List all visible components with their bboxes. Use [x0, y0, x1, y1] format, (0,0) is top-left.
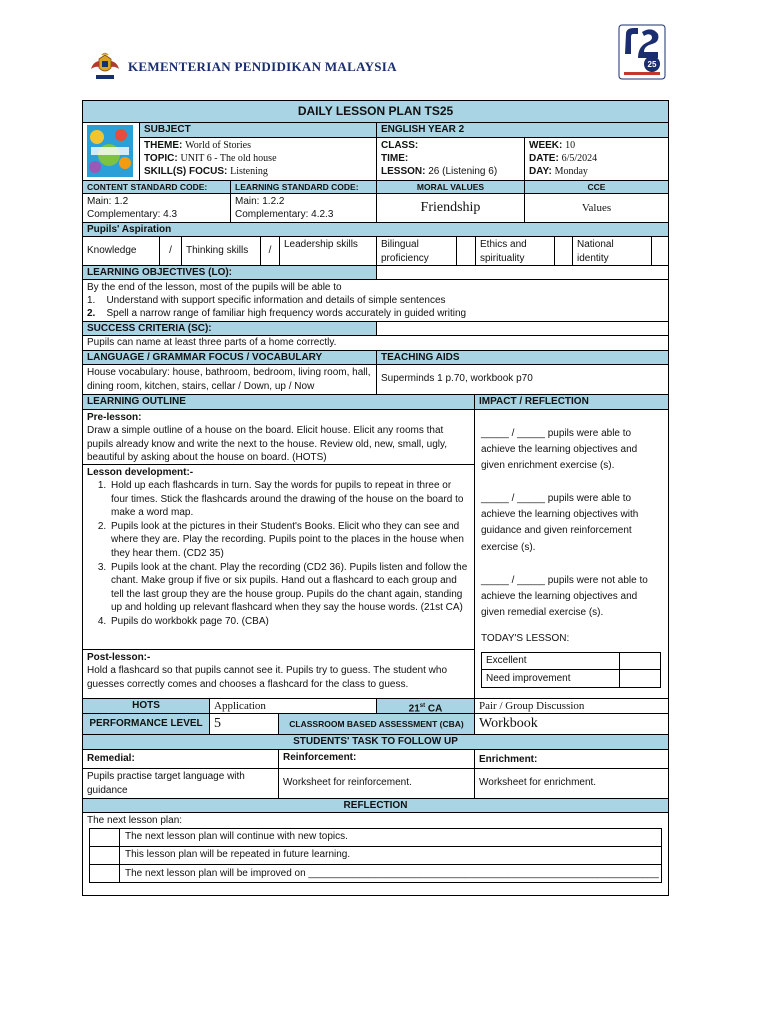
- aspiration-row: [83, 236, 668, 265]
- learning-outline: [83, 410, 474, 698]
- svg-text:25: 25: [647, 60, 657, 69]
- aids-label: TEACHING AIDS: [376, 351, 668, 364]
- language-text: House vocabulary: house, bathroom, bedroom, living room, hall, dining room, kitchen, stairs, cellar / Down, up / Now: [87, 367, 371, 392]
- lo-item-2: 2. Spell a narrow range of familiar high frequency words accurately in guided writing: [87, 308, 467, 319]
- date-value: 6/5/2024: [561, 153, 598, 164]
- lo-item-1: 1. Understand with support specific information and details of simple sentences: [87, 295, 446, 306]
- sc-label: SUCCESS CRITERIA (SC):: [87, 323, 212, 334]
- todays-lesson-label: TODAY'S LESSON:: [481, 633, 570, 644]
- subject-label: SUBJECT: [139, 123, 376, 137]
- language-header-row: [83, 350, 668, 364]
- task-labels-row: [83, 749, 668, 768]
- hots-label: HOTS: [132, 700, 160, 711]
- aspiration-bilingual: Bilingual proficiency: [376, 237, 456, 265]
- ca-label: 21st CA: [376, 699, 474, 713]
- development-step: 1. Hold up each flashcards in turn. Say the words for pupils to repeat in three or four times. Stick the flashcards around the drawing of the house on the board to make a word map.: [109, 479, 470, 520]
- development-step: 4. Pupils do workbokk page 70. (CBA): [109, 615, 470, 629]
- aspiration-ethics-mark: [554, 237, 572, 265]
- plan-title-row: [83, 101, 668, 122]
- reflection-header-row: [83, 798, 668, 812]
- cce-value: Values: [524, 194, 668, 222]
- cba-value: Workbook: [474, 714, 668, 734]
- topic-value: UNIT 6 - The old house: [180, 153, 277, 164]
- standards-header-row: [83, 180, 668, 193]
- daily-lesson-plan: [82, 100, 669, 896]
- aspiration-label: Pupils' Aspiration: [87, 224, 172, 235]
- next-lesson-label: The next lesson plan:: [87, 815, 183, 826]
- lo-label: LEARNING OBJECTIVES (LO):: [87, 267, 233, 278]
- learning-standard: Main: 1.2.2 Complementary: 4.2.3: [230, 194, 376, 222]
- lo-row: [83, 279, 668, 321]
- remedial-text: Pupils practise target language with guidance: [87, 771, 245, 796]
- cba-label: CLASSROOM BASED ASSESSMENT (CBA): [278, 714, 474, 734]
- pre-lesson-section: [83, 410, 474, 465]
- outline-row: [83, 409, 668, 698]
- enrichment-label: Enrichment:: [474, 750, 668, 768]
- english-year: ENGLISH YEAR 2: [376, 123, 668, 137]
- next-option-checkbox[interactable]: [90, 829, 120, 847]
- content-standard: Main: 1.2 Complementary: 4.3: [87, 196, 178, 220]
- sc-header-row: [83, 321, 668, 335]
- aspiration-header-row: [83, 222, 668, 236]
- content-standard-label: CONTENT STANDARD CODE:: [87, 182, 208, 192]
- moral-values-label: MORAL VALUES: [376, 181, 524, 193]
- outline-label: LEARNING OUTLINE: [87, 396, 186, 407]
- malaysia-crest-icon: [88, 52, 122, 82]
- rating-need-improvement: Need improvement: [482, 670, 620, 687]
- aspiration-national: National identity: [572, 237, 651, 265]
- standards-row: [83, 193, 668, 222]
- lesson-rating-table: [481, 652, 661, 688]
- aspiration-national-mark: [651, 237, 668, 265]
- moral-value: Friendship: [376, 194, 524, 222]
- sc-row: [83, 335, 668, 350]
- aspiration-thinking: Thinking skills: [181, 237, 260, 265]
- post-lesson-label: Post-lesson:-: [87, 652, 151, 663]
- enrichment-text: Worksheet for enrichment.: [474, 769, 668, 798]
- impact-enrichment: _____ / _____ pupils were able to achieve the learning objectives and given enrichment exercise (s).: [481, 428, 638, 472]
- outline-header-row: [83, 394, 668, 409]
- aids-text: Superminds 1 p.70, workbook p70: [376, 365, 668, 394]
- language-row: [83, 364, 668, 394]
- impact-remedial: _____ / _____ pupils were not able to achieve the learning objectives and given remedial exercise (s).: [481, 575, 648, 619]
- post-lesson-section: [83, 650, 474, 692]
- task-header-row: [83, 734, 668, 749]
- lo-header-row: [83, 265, 668, 279]
- next-option-improve: The next lesson plan will be improved on _______________________________________________________________: [125, 868, 659, 879]
- aspiration-bilingual-mark: [456, 237, 475, 265]
- superminds-book-icon: [87, 125, 133, 177]
- sc-header-blank: [376, 322, 668, 335]
- lo-body: [83, 280, 668, 321]
- aspiration-ethics: Ethics and spirituality: [475, 237, 554, 265]
- rating-excellent-box[interactable]: [620, 653, 660, 670]
- sc-text: Pupils can name at least three parts of a home correctly.: [87, 337, 337, 348]
- aspiration-knowledge: Knowledge: [87, 245, 137, 256]
- impact-reflection: [474, 410, 668, 698]
- aspiration-leadership: Leadership skills: [279, 237, 376, 265]
- development-step: 3. Pupils look at the chant. Play the recording (CD2 36). Pupils listen and follow the chant. Make group if five or six pupils. Hand out a flashcard to each group and tell the last group they are the house group. Pupils do the chant again, standing up and holding up relevant flashcard when they say the house words. (21st CA): [109, 561, 470, 615]
- language-label: LANGUAGE / GRAMMAR FOCUS / VOCABULARY: [87, 352, 323, 363]
- ministry-name: KEMENTERIAN PENDIDIKAN MALAYSIA: [128, 59, 397, 74]
- hots-value: Application: [209, 699, 376, 713]
- reflection-body: [83, 813, 668, 895]
- aspiration-thinking-mark: /: [260, 237, 279, 265]
- lesson-value: 26 (Listening 6): [428, 166, 498, 177]
- impact-label: IMPACT / REFLECTION: [474, 395, 668, 409]
- next-option-checkbox[interactable]: [90, 847, 120, 865]
- next-option-repeat: This lesson plan will be repeated in future learning.: [120, 847, 661, 865]
- next-lesson-table: [89, 828, 662, 883]
- lo-intro: By the end of the lesson, most of the pupils will be able to: [87, 282, 342, 293]
- book-cover-image: [83, 123, 139, 180]
- pre-lesson-label: Pre-lesson:: [87, 412, 142, 423]
- post-lesson-text: Hold a flashcard so that pupils cannot see it. Pupils try to guess. The student who guesses correctly comes and chooses a flashcard for the class to guess.: [87, 665, 448, 690]
- lesson-development-label: Lesson development:-: [87, 467, 194, 478]
- class-label: CLASS:: [381, 140, 419, 151]
- subject-details-row: [83, 137, 668, 180]
- theme-value: World of Stories: [185, 140, 251, 151]
- time-label: TIME:: [381, 153, 409, 164]
- ministry-header: [88, 52, 397, 82]
- date-info: WEEK: 10 DATE: 6/5/2024 DAY: Monday: [524, 138, 668, 180]
- class-info: CLASS: TIME: LESSON: 26 (Listening 6): [376, 138, 524, 180]
- hots-row: [83, 698, 668, 713]
- rating-need-improvement-box[interactable]: [620, 670, 660, 687]
- reinforcement-label: Reinforcement:: [278, 750, 474, 768]
- next-option-continue: The next lesson plan will continue with new topics.: [120, 829, 661, 847]
- ts25-logo-icon: [618, 24, 666, 80]
- performance-label: PERFORMANCE LEVEL: [83, 714, 209, 734]
- lesson-development-section: [83, 465, 474, 650]
- task-values-row: [83, 768, 668, 798]
- reflection-row: [83, 812, 668, 895]
- learning-standard-label: LEARNING STANDARD CODE:: [230, 181, 376, 193]
- impact-reinforcement: _____ / _____ pupils were able to achieve the learning objectives with guidance and given reinforcement exercise (s).: [481, 493, 639, 553]
- skills-value: Listening: [230, 166, 268, 177]
- week-value: 10: [565, 140, 576, 151]
- cce-label: CCE: [524, 181, 668, 193]
- plan-title: DAILY LESSON PLAN TS25: [297, 104, 454, 118]
- next-option-checkbox[interactable]: [90, 865, 120, 882]
- ca-value: Pair / Group Discussion: [474, 699, 668, 713]
- reinforcement-text: Worksheet for reinforcement.: [278, 769, 474, 798]
- subject-info: THEME: World of Stories TOPIC: UNIT 6 - The old house SKILL(S) FOCUS: Listening: [139, 138, 376, 180]
- performance-row: [83, 713, 668, 734]
- pre-lesson-text: Draw a simple outline of a house on the board. Elicit house. Elicit any rooms that pupils already know and write the next to the house. Review old, new, small, ugly, beautiful by asking about the house on board. (HOTS): [87, 425, 448, 464]
- remedial-label: Remedial:: [87, 753, 135, 764]
- performance-value: 5: [209, 714, 278, 734]
- subject-header-row: [83, 122, 668, 137]
- lesson-development-list: [87, 479, 470, 629]
- reflection-label: REFLECTION: [343, 800, 408, 811]
- aspiration-knowledge-mark: /: [159, 237, 181, 265]
- task-label: STUDENTS' TASK TO FOLLOW UP: [293, 736, 458, 747]
- day-value: Monday: [554, 166, 588, 177]
- rating-excellent: Excellent: [482, 653, 620, 670]
- development-step: 2. Pupils look at the pictures in their Student's Books. Elicit who they can see and where they are. Play the recording. Pupils point to the places in the house when they hear them. (CD2 35): [109, 520, 470, 561]
- lo-header-blank: [376, 266, 668, 279]
